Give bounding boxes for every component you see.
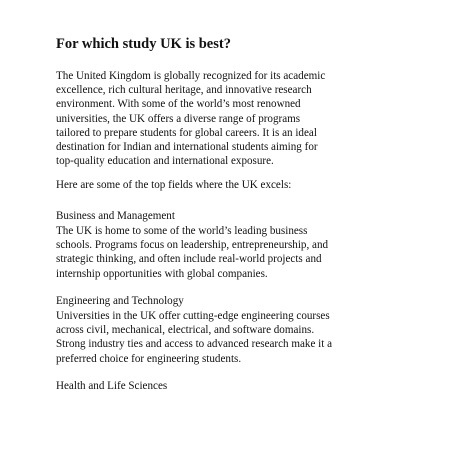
- intro-line: excellence, rich cultural heritage, and innovative research: [56, 84, 312, 97]
- intro-line: The United Kingdom is globally recognized for its academic: [56, 70, 326, 82]
- body-line: Universities in the UK offer cutting-edge engineering courses: [56, 310, 330, 322]
- section-body-business: [56, 224, 408, 281]
- section-heading-business: Business and Management: [56, 210, 175, 222]
- intro-line: environment. With some of the world’s most renowned: [56, 98, 301, 111]
- intro-line: universities, the UK offers a diverse range of programs: [56, 112, 301, 125]
- section-heading-engineering: Engineering and Technology: [56, 295, 184, 307]
- body-line: Strong industry ties and access to advanced research make it a: [56, 338, 333, 351]
- section-heading-health: Health and Life Sciences: [56, 380, 168, 392]
- intro-line: tailored to prepare students for global careers. It is an ideal: [56, 126, 317, 139]
- body-line: across civil, mechanical, electrical, and software domains.: [56, 324, 315, 337]
- intro-line: top-quality education and international exposure.: [56, 155, 274, 168]
- body-line: The UK is home to some of the world’s leading business: [56, 225, 308, 237]
- body-line: preferred choice for engineering students.: [56, 352, 242, 365]
- body-line: strategic thinking, and often include real-world projects and: [56, 253, 322, 266]
- document-title: For which study UK is best?: [56, 36, 231, 52]
- lead-in-text: Here are some of the top fields where the UK excels:: [56, 179, 292, 191]
- body-line: schools. Programs focus on leadership, entrepreneurship, and: [56, 239, 329, 252]
- intro-line: destination for Indian and international students aiming for: [56, 141, 318, 154]
- section-body-engineering: [56, 309, 408, 366]
- intro-paragraph: [56, 69, 408, 168]
- body-line: internship opportunities with global companies.: [56, 267, 268, 280]
